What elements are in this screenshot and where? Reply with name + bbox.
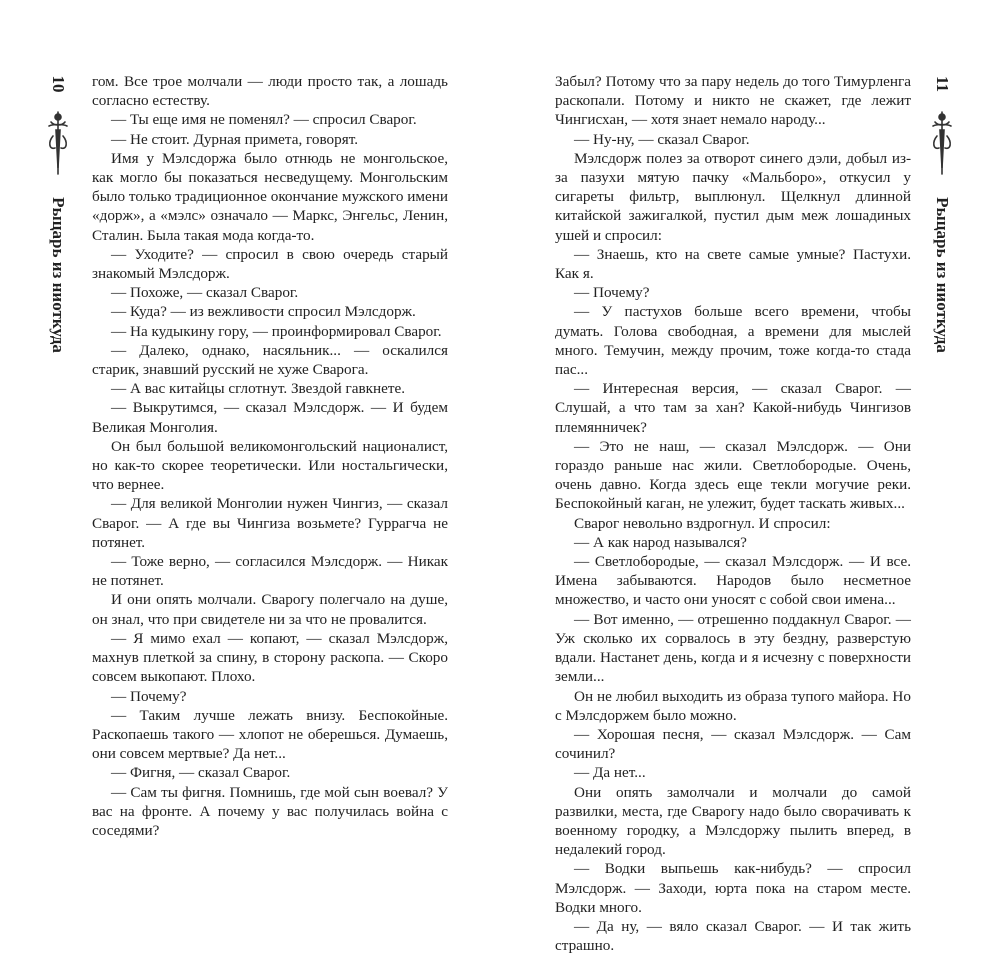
paragraph: Мэлсдорж полез за отворот синего дэли, добыл из-за пазухи мятую пачку «Мальборо», откусил у сигареты фильтр, выплюнул. Щелкнул длинной китайской зажигалкой, пустил дым меж лошадиных ушей и спросил:	[555, 149, 911, 244]
right-running-header	[922, 60, 962, 360]
paragraph: — Интересная версия, — сказал Сварог. — Слушай, а что там за хан? Какой-нибудь Чингизов племянничек?	[555, 380, 911, 436]
right-page-number: 11	[933, 75, 952, 93]
paragraph: Он не любил выходить из образа тупого майора. Но с Мэлсдоржем было можно.	[555, 687, 911, 724]
paragraph: — Это не наш, — сказал Мэлсдорж. — Они гораздо раньше нас жили. Светлобородые. Очень, очень давно. Когда здесь еще текли могучие реки. Беспокойный каган, не улежит, будет таскать живых...	[555, 437, 911, 513]
sword-icon	[43, 108, 73, 178]
left-text-column	[92, 72, 448, 840]
paragraph: — Почему?	[111, 687, 187, 705]
paragraph: — Не стоит. Дурная примета, говорят.	[111, 130, 359, 148]
paragraph: — Таким лучше лежать внизу. Беспокойные. Раскопаешь такого — хлопот не оберешься. Думаешь, они совсем мертвые? Да нет...	[92, 706, 448, 763]
right-text-column	[555, 72, 911, 955]
paragraph: — Ты еще имя не поменял? — спросил Сварог.	[111, 111, 417, 129]
paragraph: — Да нет...	[574, 764, 646, 782]
paragraph: — Далеко, однако, насяльник... — оскалился старик, знавший русский не хуже Сварога.	[92, 341, 448, 379]
paragraph: Забыл? Потому что за пару недель до того Тимурленга раскопали. Потому и никто не скажет, где лежит Чингисхан, — хотя знает немало народу...	[555, 73, 911, 129]
paragraph: — У пастухов больше всего времени, чтобы думать. Голова свободная, а времени для мыслей много. Темучин, между прочим, тоже когда-то стада пас...	[555, 303, 911, 379]
paragraph: — Похоже, — сказал Сварог.	[111, 284, 299, 302]
paragraph: Сварог невольно вздрогнул. И спросил:	[574, 514, 831, 532]
paragraph: — Фигня, — сказал Сварог.	[111, 764, 291, 782]
paragraph: — Водки выпьешь как-нибудь? — спросил Мэлсдорж. — Заходи, юрта пока на старом месте. Водки много.	[555, 860, 911, 916]
right-running-title: Рыцарь из ниоткуда	[933, 197, 952, 353]
paragraph: — Сам ты фигня. Помнишь, где мой сын воевал? У вас на фронте. А почему у вас получилась война с соседями?	[92, 783, 448, 839]
paragraph: — Выкрутимся, — сказал Мэлсдорж. — И будем Великая Монголия.	[92, 399, 448, 436]
paragraph: — Знаешь, кто на свете самые умные? Пастухи. Как я.	[555, 245, 911, 283]
paragraph: И они опять молчали. Сварогу полегчало на душе, он знал, что при свидетеле ни за что не провалится.	[92, 591, 448, 628]
paragraph: Имя у Мэлсдоржа было отнюдь не монгольское, как могло бы показаться несведущему. Монгольским было только традиционное окончание мужского имени «дорж», а «мэлс» означало — Маркс, Энгельс, Ленин, Сталин. Была такая мода когда-то.	[92, 149, 448, 244]
paragraph: — Хорошая песня, — сказал Мэлсдорж. — Сам сочинил?	[555, 725, 911, 763]
paragraph: гом. Все трое молчали — люди просто так, а лошадь согласно естеству.	[92, 73, 448, 110]
sword-icon	[927, 108, 957, 178]
paragraph: — Почему?	[574, 284, 650, 302]
paragraph: Он был большой великомонгольский националист, но как-то скорее теоретически. Или ностальгически, что вернее.	[92, 437, 448, 494]
paragraph: — Тоже верно, — согласился Мэлсдорж. — Никак не потянет.	[92, 553, 448, 590]
paragraph: — Я мимо ехал — копают, — сказал Мэлсдорж, махнув плеткой за спину, в сторону раскопа. — Скоро совсем выкопают. Плохо.	[92, 629, 448, 686]
left-running-title: Рыцарь из ниоткуда	[49, 197, 68, 353]
paragraph: — Вот именно, — отрешенно поддакнул Сварог. — Уж сколько их сорвалось в эту бездну, разверстую вдали. Настанет день, когда и я исчезну с поверхности земли...	[555, 610, 911, 686]
left-running-header	[38, 60, 78, 360]
paragraph: — Куда? — из вежливости спросил Мэлсдорж.	[111, 303, 416, 321]
paragraph: — А как народ назывался?	[574, 533, 747, 551]
left-page-number: 10	[49, 75, 68, 93]
paragraph: — На кудыкину гору, — проинформировал Сварог.	[111, 322, 442, 340]
paragraph: — Для великой Монголии нужен Чингиз, — сказал Сварог. — А где вы Чингиза возьмете? Гуррагча не потянет.	[92, 495, 448, 551]
paragraph: — Светлобородые, — сказал Мэлсдорж. — И все. Имена забываются. Народов было несметное множество, и часто они уносят с собой свои имена...	[555, 553, 911, 609]
right-page	[500, 0, 1000, 955]
paragraph: — А вас китайцы сглотнут. Звездой гавкнете.	[111, 380, 406, 398]
paragraph: — Ну-ну, — сказал Сварог.	[574, 130, 750, 148]
left-page	[0, 0, 500, 839]
paragraph: Они опять замолчали и молчали до самой развилки, места, где Сварогу надо было сворачивать к военному городку, а Мэлсдоржу пылить вперед, в недалекий город.	[555, 783, 911, 859]
paragraph: — Уходите? — спросил в свою очередь старый знакомый Мэлсдорж.	[92, 245, 448, 283]
paragraph: — Да ну, — вяло сказал Сварог. — И так жить страшно.	[555, 917, 911, 955]
